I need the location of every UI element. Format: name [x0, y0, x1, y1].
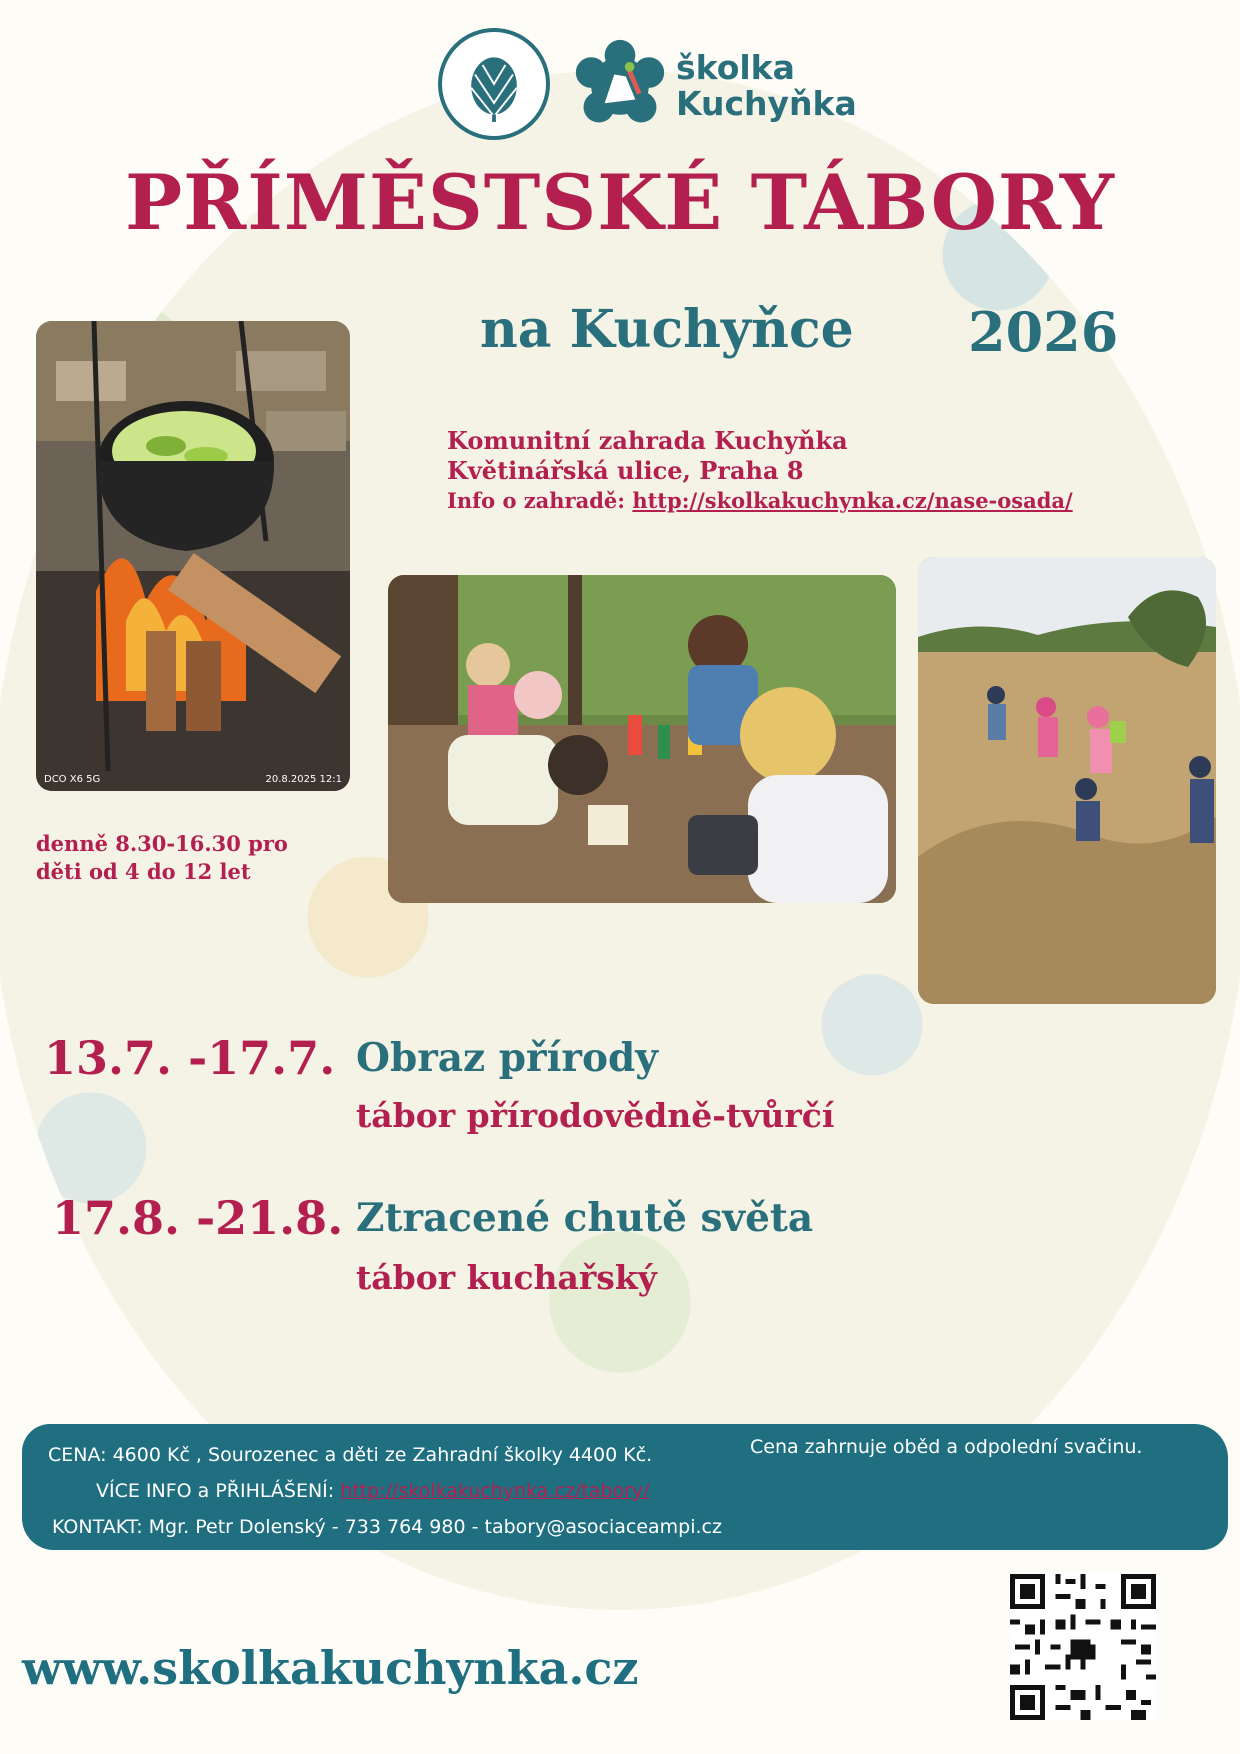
hours-block [36, 830, 288, 886]
camp-2-type: tábor kuchařský [356, 1258, 657, 1297]
address-block [447, 426, 1073, 516]
year: 2026 [968, 300, 1119, 364]
website-url[interactable]: www.skolkakuchynka.cz [22, 1641, 639, 1695]
address-info [447, 486, 1073, 516]
camp-1-type: tábor přírodovědně-tvůrčí [356, 1096, 835, 1135]
brand-line2: Kuchyňka [676, 84, 857, 123]
photo-children-playing [388, 575, 896, 903]
brand-name [676, 50, 857, 122]
brand-line1: školka [676, 48, 795, 87]
garden-info-link[interactable]: http://skolkakuchynka.cz/nase-osada/ [632, 488, 1073, 513]
page-title: PŘÍMĚSTSKÉ TÁBORY [125, 158, 1115, 247]
subtitle: na Kuchyňce [480, 299, 854, 360]
price-text: CENA: 4600 Kč , Sourozenec a děti ze Zahradní školky 4400 Kč. [48, 1444, 653, 1466]
address-line2: Květinářská ulice, Praha 8 [447, 456, 804, 485]
ampi-logo [438, 28, 550, 140]
camp-2-dates: 17.8. -21.8. [52, 1191, 344, 1245]
hours-line2: děti od 4 do 12 let [36, 859, 251, 884]
more-info-label: VÍCE INFO a PŘIHLÁŠENÍ: [96, 1480, 335, 1502]
artichoke-icon [456, 46, 532, 122]
photo-caption-left: DCO X6 5G [44, 774, 101, 785]
camp-1-name: Obraz přírody [356, 1035, 658, 1081]
camp-1-dates: 13.7. -17.7. [44, 1031, 336, 1085]
photo-children-in-field [918, 557, 1216, 1004]
hours-line1: denně 8.30-16.30 pro [36, 831, 288, 856]
qr-code-icon [1010, 1574, 1156, 1720]
address-line1: Komunitní zahrada Kuchyňka [447, 426, 848, 455]
flower-logo-icon [572, 38, 668, 134]
info-band [22, 1424, 1228, 1550]
more-info-line [96, 1480, 650, 1502]
registration-link[interactable]: http://skolkakuchynka.cz/tabory/ [340, 1480, 650, 1502]
info-label: Info o zahradě: [447, 488, 626, 513]
price-includes-text: Cena zahrnuje oběd a odpolední svačinu. [750, 1436, 1143, 1458]
camp-2-name: Ztracené chutě světa [356, 1195, 814, 1241]
photo-caption-right: 20.8.2025 12:1 [265, 774, 342, 785]
photo-cooking-pot [36, 321, 350, 791]
contact-text: KONTAKT: Mgr. Petr Dolenský - 733 764 980 - tabory@asociaceampi.cz [52, 1516, 722, 1538]
